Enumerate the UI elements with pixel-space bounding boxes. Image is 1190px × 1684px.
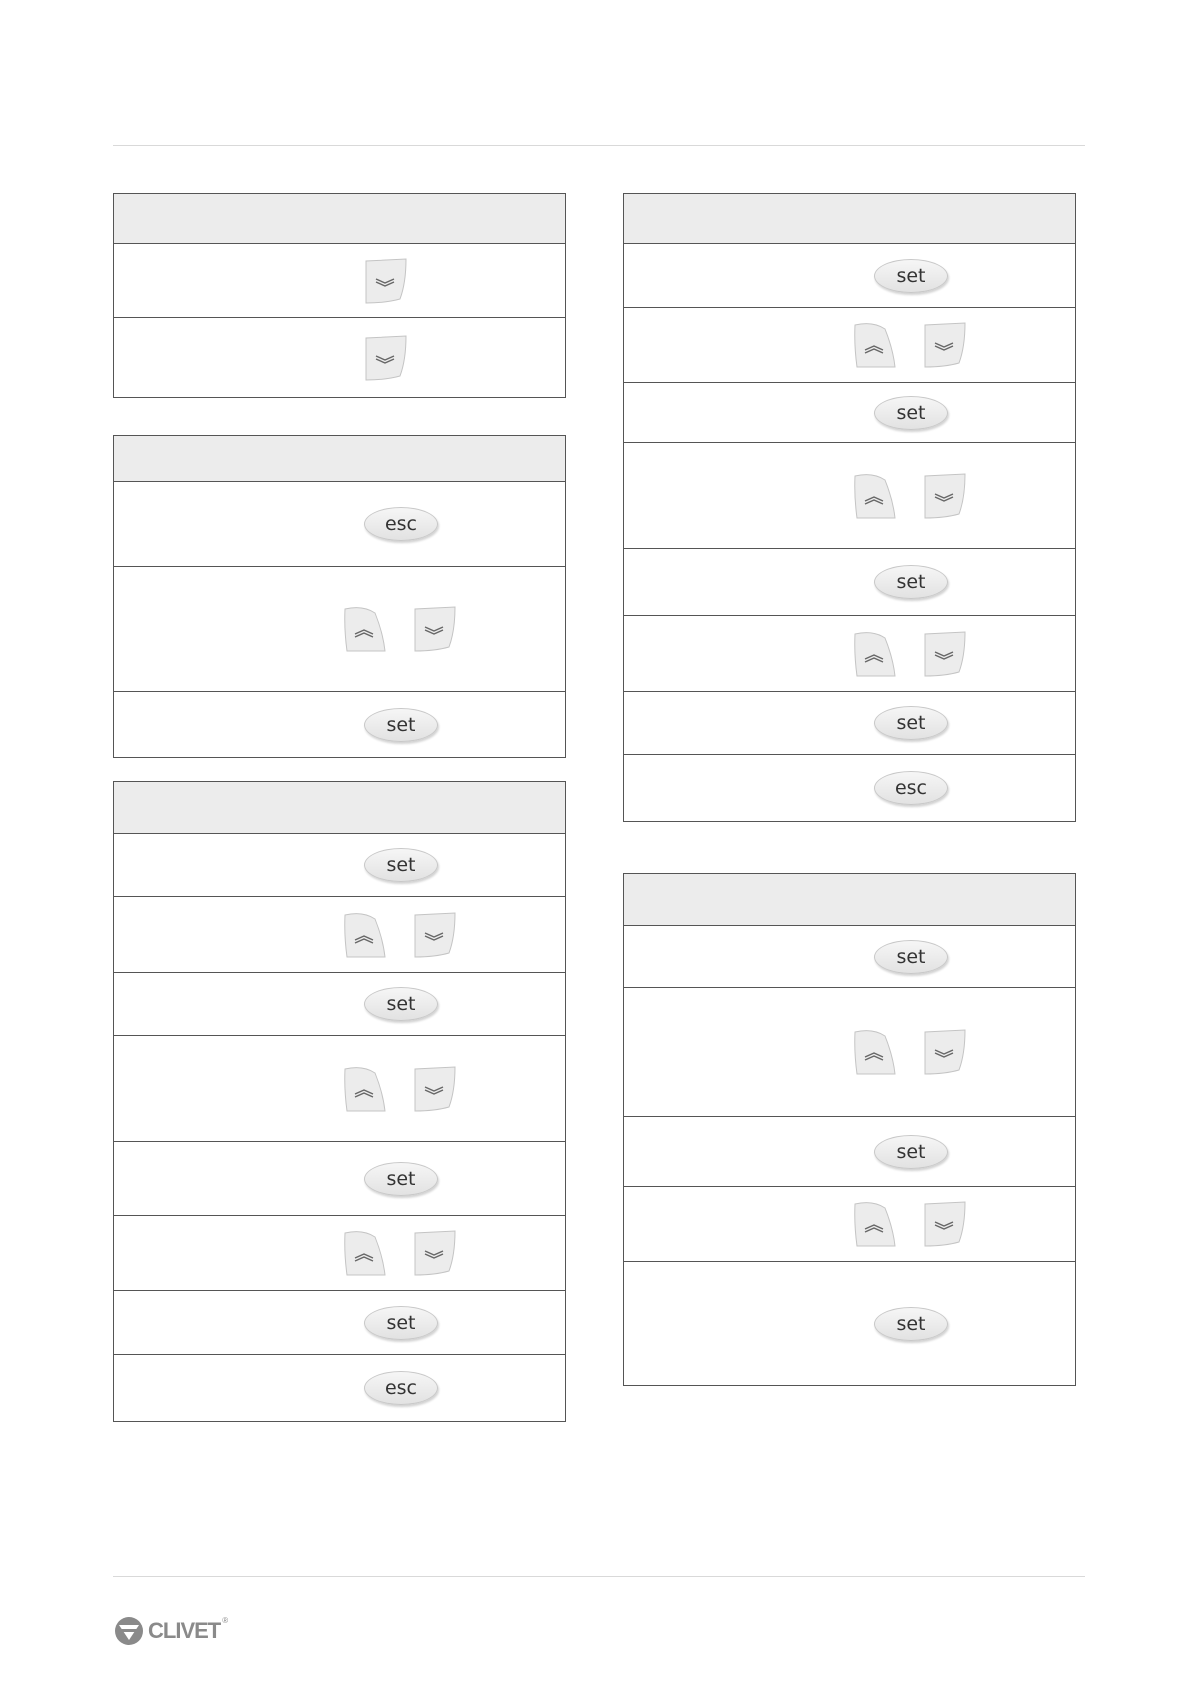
arrow-up-key-icon[interactable]: [343, 1229, 387, 1277]
panel-header: [624, 194, 1075, 244]
set-key-button[interactable]: set: [874, 706, 948, 740]
set-key-button[interactable]: set: [874, 565, 948, 599]
esc-key-button[interactable]: esc: [364, 507, 438, 541]
panel-row: [114, 1036, 565, 1142]
arrow-up-key-icon[interactable]: [853, 321, 897, 369]
arrow-up-key-icon[interactable]: [343, 911, 387, 959]
panel-header: [624, 874, 1075, 926]
arrow-down-key-icon[interactable]: [413, 1229, 457, 1277]
panel-header: [114, 436, 565, 482]
set-key-button[interactable]: set: [364, 848, 438, 882]
key-group: [853, 321, 967, 369]
clivet-logo: [113, 1616, 228, 1646]
key-group: [364, 507, 438, 541]
panel-row: [114, 244, 565, 318]
panel-row: [624, 1187, 1075, 1262]
top-rule: [113, 145, 1085, 146]
arrow-down-key-icon[interactable]: [923, 1028, 967, 1076]
key-group: [853, 630, 967, 678]
arrow-down-key-icon[interactable]: [364, 257, 408, 305]
panel-row: [624, 926, 1075, 988]
panel-row: [624, 549, 1075, 616]
key-group: [343, 605, 457, 653]
panel-row: [114, 897, 565, 973]
panel-left-2: [113, 435, 566, 758]
panel-row: [624, 443, 1075, 549]
set-key-button[interactable]: set: [874, 396, 948, 430]
panel-header: [114, 194, 565, 244]
key-group: [343, 1065, 457, 1113]
set-key-button[interactable]: set: [364, 1306, 438, 1340]
arrow-up-key-icon[interactable]: [853, 1028, 897, 1076]
key-group: [364, 708, 438, 742]
arrow-down-key-icon[interactable]: [413, 911, 457, 959]
panel-row: [114, 567, 565, 692]
arrow-down-key-icon[interactable]: [923, 472, 967, 520]
key-group: [364, 848, 438, 882]
arrow-down-key-icon[interactable]: [923, 1200, 967, 1248]
key-group: [874, 1135, 948, 1169]
arrow-down-key-icon[interactable]: [364, 334, 408, 382]
esc-key-button[interactable]: esc: [874, 771, 948, 805]
panel-left-3: [113, 781, 566, 1422]
key-group: [874, 1307, 948, 1341]
panel-row: [114, 1291, 565, 1355]
panel-row: [624, 692, 1075, 755]
brand-name: CLIVET: [148, 1618, 221, 1643]
key-group: [853, 1028, 967, 1076]
key-group: [853, 1200, 967, 1248]
panel-right-1: [623, 193, 1076, 822]
key-group: [364, 1306, 438, 1340]
panel-row: [624, 755, 1075, 821]
arrow-up-key-icon[interactable]: [853, 1200, 897, 1248]
panel-row: [624, 308, 1075, 383]
panel-row: [114, 318, 565, 397]
panel-row: [624, 383, 1075, 443]
arrow-down-key-icon[interactable]: [413, 1065, 457, 1113]
panel-row: [114, 482, 565, 567]
panel-row: [114, 973, 565, 1036]
arrow-down-key-icon[interactable]: [923, 630, 967, 678]
arrow-up-key-icon[interactable]: [343, 1065, 387, 1113]
set-key-button[interactable]: set: [874, 259, 948, 293]
panel-left-1: [113, 193, 566, 398]
key-group: [874, 259, 948, 293]
panel-row: [114, 692, 565, 757]
key-group: [364, 257, 408, 305]
clivet-emblem-icon: [113, 1616, 145, 1646]
key-group: [364, 1162, 438, 1196]
arrow-up-key-icon[interactable]: [853, 630, 897, 678]
set-key-button[interactable]: set: [874, 940, 948, 974]
key-group: [874, 565, 948, 599]
key-group: [364, 987, 438, 1021]
arrow-down-key-icon[interactable]: [413, 605, 457, 653]
panel-row: [624, 988, 1075, 1117]
set-key-button[interactable]: set: [874, 1307, 948, 1341]
set-key-button[interactable]: set: [364, 987, 438, 1021]
panel-row: [624, 1262, 1075, 1385]
key-group: [343, 911, 457, 959]
panel-row: [114, 834, 565, 897]
panel-row: [114, 1142, 565, 1216]
registered-mark: ®: [222, 1616, 229, 1625]
key-group: [343, 1229, 457, 1277]
panel-row: [114, 1216, 565, 1291]
arrow-up-key-icon[interactable]: [343, 605, 387, 653]
set-key-button[interactable]: set: [364, 708, 438, 742]
panel-row: [624, 616, 1075, 692]
set-key-button[interactable]: set: [874, 1135, 948, 1169]
arrow-down-key-icon[interactable]: [923, 321, 967, 369]
key-group: [874, 396, 948, 430]
bottom-rule: [113, 1576, 1085, 1577]
panel-row: [114, 1355, 565, 1421]
esc-key-button[interactable]: esc: [364, 1371, 438, 1405]
panel-row: [624, 1117, 1075, 1187]
key-group: [874, 771, 948, 805]
panel-right-2: [623, 873, 1076, 1386]
arrow-up-key-icon[interactable]: [853, 472, 897, 520]
panel-header: [114, 782, 565, 834]
panel-row: [624, 244, 1075, 308]
key-group: [364, 334, 408, 382]
key-group: [853, 472, 967, 520]
key-group: [874, 706, 948, 740]
key-group: [364, 1371, 438, 1405]
key-group: [874, 940, 948, 974]
set-key-button[interactable]: set: [364, 1162, 438, 1196]
